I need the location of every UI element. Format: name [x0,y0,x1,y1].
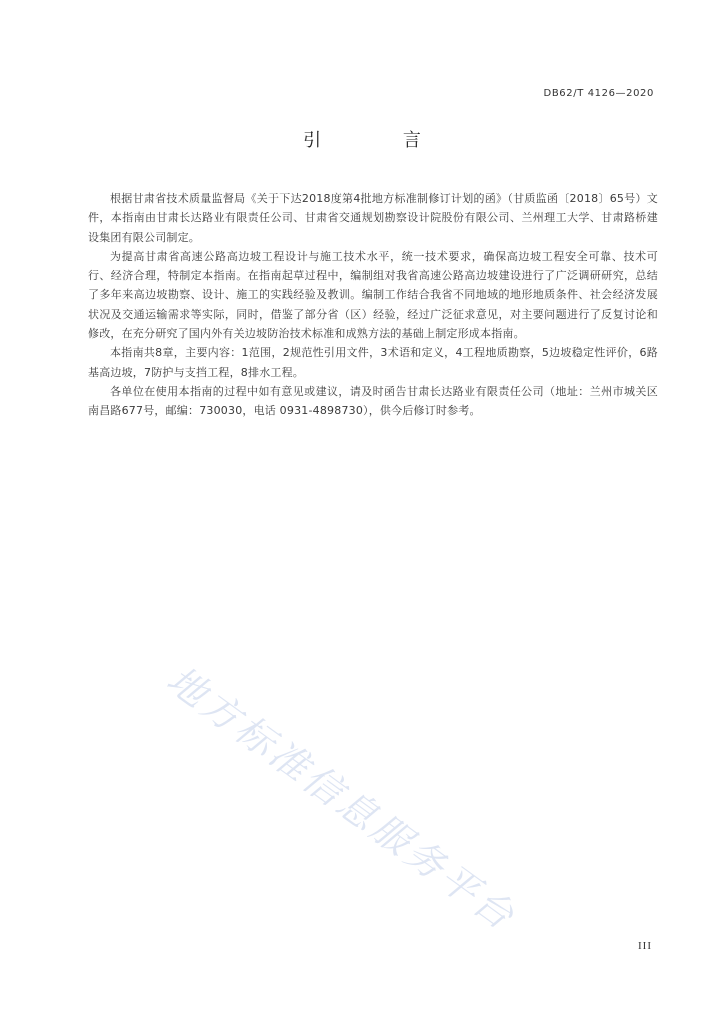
standard-code: DB62/T 4126—2020 [543,88,654,99]
paragraph-feedback: 各单位在使用本指南的过程中如有意见或建议，请及时函告甘肃长达路业有限责任公司（地址：兰州市城关区南昌路677号，邮编：730030，电话 0931-4898730），供今后修订时参考。 [88,384,658,418]
page-number: III [638,940,652,952]
paragraph-contents: 本指南共8章，主要内容：1范围，2规范性引用文件，3术语和定义，4工程地质勘察，5边坡稳定性评价，6路基高边坡，7防护与支挡工程，8排水工程。 [88,346,658,379]
introduction-body [88,189,658,421]
watermark: 地方标准信息服务平台 [158,657,525,940]
paragraph-basis: 根据甘肃省技术质量监督局《关于下达2018度第4批地方标准制修订计划的函》（甘质监函〔2018〕65号）文件，本指南由甘肃长达路业有限责任公司、甘肃省交通规划勘察设计院股份有限公司、兰州理工大学、甘肃路桥建设集团有限公司制定。 [88,192,658,244]
page-title: 引 言 [303,130,459,151]
paragraph-purpose: 为提高甘肃省高速公路高边坡工程设计与施工技术水平，统一技术要求，确保高边坡工程安全可靠、技术可行、经济合理，特制定本指南。在指南起草过程中，编制组对我省高速公路高边坡建设进行了广泛调研研究，总结了多年来高边坡勘察、设计、施工的实践经验及教训。编制工作结合我省不同地域的地形地质条件、社会经济发展状况及交通运输需求等实际，同时，借鉴了部分省（区）经验，经过广泛征求意见，对主要问题进行了反复讨论和修改，在充分研究了国内外有关边坡防治技术标准和成熟方法的基础上制定形成本指南。 [88,249,658,341]
